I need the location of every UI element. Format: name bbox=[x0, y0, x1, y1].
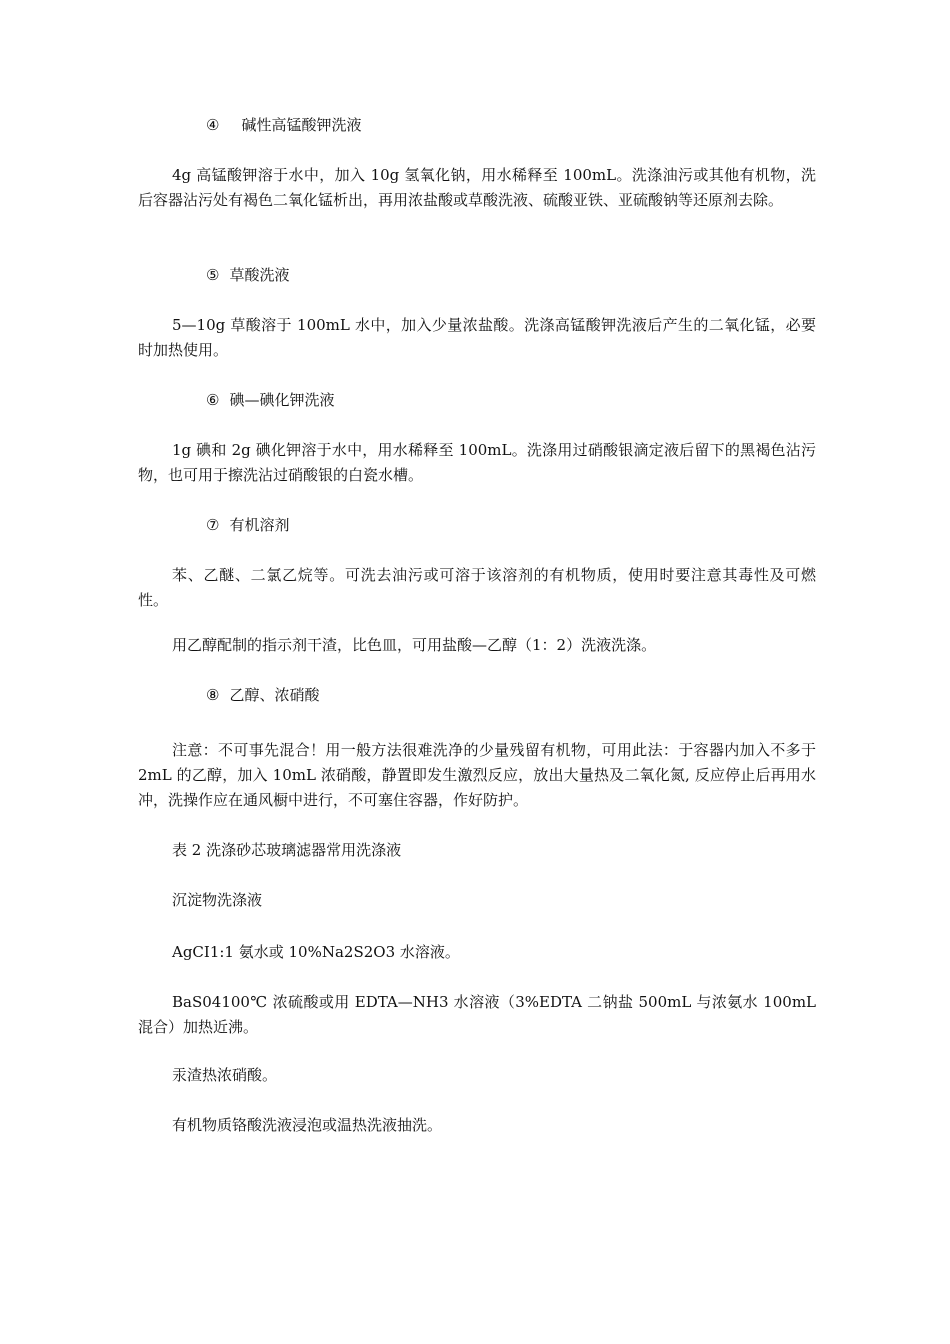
section-6-heading bbox=[138, 388, 816, 413]
section-6-number: ⑥ bbox=[206, 391, 220, 409]
section-8-heading bbox=[138, 683, 816, 708]
section-7-title: 有机溶剂 bbox=[229, 516, 290, 534]
table-2-header: 沉淀物洗涤液 bbox=[172, 891, 263, 909]
table-2-row-baso4: BaS04100℃ 浓硫酸或用 EDTA—NH3 水溶液（3%EDTA 二钠盐 500mL 与浓氨水 100mL 混合）加热近沸。 bbox=[138, 993, 816, 1036]
section-4-heading bbox=[138, 113, 816, 138]
section-5-heading bbox=[138, 263, 816, 288]
section-8-number: ⑧ bbox=[206, 686, 220, 704]
section-6-body: 1g 碘和 2g 碘化钾溶于水中，用水稀释至 100mL。洗涤用过硝酸银滴定液后留下的黑褐色沾污物，也可用于擦洗沾过硝酸银的白瓷水槽。 bbox=[138, 441, 816, 484]
section-5-title: 草酸洗液 bbox=[229, 266, 290, 284]
section-4-body: 4g 高锰酸钾溶于水中，加入 10g 氢氧化钠，用水稀释至 100mL。洗涤油污或其他有机物，洗后容器沾污处有褐色二氧化锰析出，再用浓盐酸或草酸洗液、硫酸亚铁、亚硫酸钠等还原剂去除。 bbox=[138, 166, 816, 209]
table-2-title: 表 2 洗涤砂芯玻璃滤器常用洗涤液 bbox=[172, 841, 402, 859]
section-7-heading bbox=[138, 513, 816, 538]
table-2-row-mercury: 汞渣热浓硝酸。 bbox=[172, 1066, 278, 1084]
section-7-body: 苯、乙醚、二氯乙烷等。可洗去油污或可溶于该溶剂的有机物质，使用时要注意其毒性及可燃性。 bbox=[138, 566, 816, 609]
table-2-row-organic: 有机物质铬酸洗液浸泡或温热洗液抽洗。 bbox=[172, 1116, 443, 1134]
section-4-title: 碱性高锰酸钾洗液 bbox=[241, 116, 362, 134]
section-6-title: 碘—碘化钾洗液 bbox=[229, 391, 335, 409]
section-7-note: 用乙醇配制的指示剂干渣，比色皿，可用盐酸—乙醇（1：2）洗液洗涤。 bbox=[172, 636, 657, 654]
section-4-number: ④ bbox=[206, 116, 220, 134]
section-5-number: ⑤ bbox=[206, 266, 220, 284]
section-5-body: 5—10g 草酸溶于 100mL 水中，加入少量浓盐酸。洗涤高锰酸钾洗液后产生的二氧化锰，必要时加热使用。 bbox=[138, 316, 816, 359]
section-8-title: 乙醇、浓硝酸 bbox=[229, 686, 320, 704]
section-8-body: 注意：不可事先混合！用一般方法很难洗净的少量残留有机物，可用此法：于容器内加入不多于 2mL 的乙醇，加入 10mL 浓硝酸，静置即发生激烈反应，放出大量热及二氧化氮, 反应停止后再用水冲，洗操作应在通风橱中进行，不可塞住容器，作好防护。 bbox=[138, 741, 816, 809]
section-7-number: ⑦ bbox=[206, 516, 220, 534]
table-2-row-agcl: AgCI1:1 氨水或 10%Na2S2O3 水溶液。 bbox=[172, 943, 460, 961]
